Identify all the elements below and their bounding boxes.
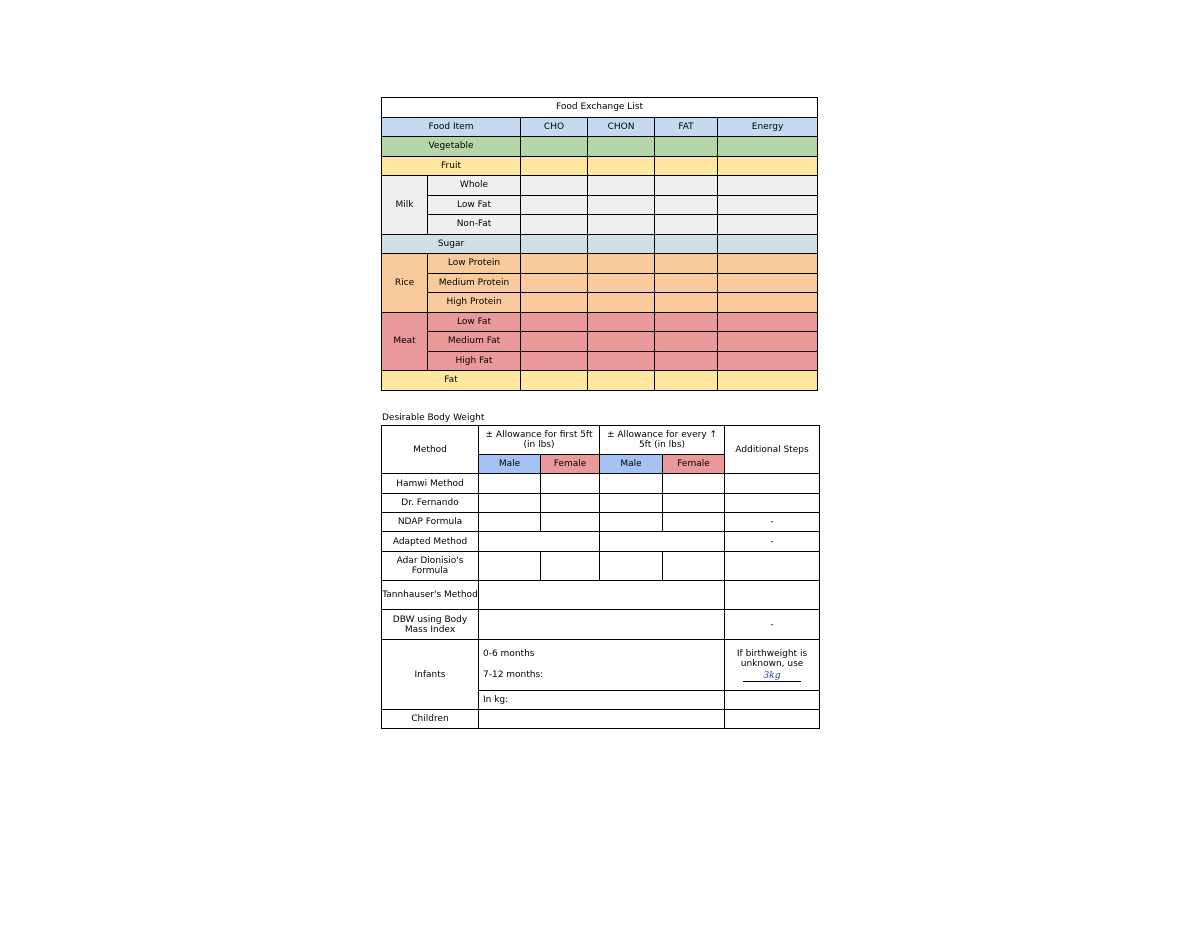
method-infants: Infants: [382, 640, 479, 710]
table-row: [382, 137, 818, 157]
group-label-meat: Meat: [382, 312, 428, 371]
cell: [600, 513, 663, 532]
header-male: Male: [600, 455, 663, 474]
cell: [521, 254, 588, 274]
cell: [725, 581, 820, 610]
table-row: [382, 371, 818, 391]
cell: [663, 513, 725, 532]
cell: [588, 137, 655, 157]
method-adapted: Adapted Method: [382, 532, 479, 552]
cell: [588, 156, 655, 176]
method-tannhauser: Tannhauser's Method: [382, 581, 479, 610]
cell: [718, 351, 818, 371]
table-row: [382, 273, 818, 293]
cell: [588, 176, 655, 196]
cell: [521, 176, 588, 196]
cell: [521, 293, 588, 313]
header-method: Method: [382, 426, 479, 474]
cell: [588, 215, 655, 235]
cell: [541, 552, 600, 581]
table-row: [382, 532, 820, 552]
group-label-rice: Rice: [382, 254, 428, 313]
row-label-medium-protein: Medium Protein: [428, 273, 521, 293]
method-children: Children: [382, 710, 479, 729]
cell: [655, 156, 718, 176]
cell: [663, 494, 725, 513]
table-row: [382, 610, 820, 640]
cell: [479, 474, 541, 494]
cell: [588, 332, 655, 352]
cell: [588, 293, 655, 313]
cell: [655, 332, 718, 352]
cell: [600, 552, 663, 581]
cell: [655, 312, 718, 332]
cell: [718, 176, 818, 196]
table-row: [382, 332, 818, 352]
row-label-low-fat-milk: Low Fat: [428, 195, 521, 215]
cell: [479, 494, 541, 513]
dash-cell: -: [725, 513, 820, 532]
birthweight-note-cell: [725, 640, 820, 691]
dbw-title: Desirable Body Weight: [382, 413, 485, 423]
cell: [521, 371, 588, 391]
cell: [588, 273, 655, 293]
cell: [655, 371, 718, 391]
header-female: Female: [663, 455, 725, 474]
table-row: [382, 640, 820, 691]
header-food-item: Food Item: [382, 117, 521, 137]
cell: [588, 351, 655, 371]
header-female: Female: [541, 455, 600, 474]
method-ndap: NDAP Formula: [382, 513, 479, 532]
cell: [588, 254, 655, 274]
cell: [725, 691, 820, 710]
cell: [521, 312, 588, 332]
cell: [655, 195, 718, 215]
header-fat: FAT: [655, 117, 718, 137]
method-adar: Adar Dionisio's Formula: [382, 552, 479, 581]
row-label-fat: Fat: [382, 371, 521, 391]
table-row: [382, 552, 820, 581]
table-header-row: [382, 117, 818, 137]
header-energy: Energy: [718, 117, 818, 137]
cell: [725, 474, 820, 494]
row-label-sugar: Sugar: [382, 234, 521, 254]
cell: [718, 234, 818, 254]
cell: [725, 552, 820, 581]
table-row: [382, 710, 820, 729]
cell: [663, 474, 725, 494]
cell: [655, 293, 718, 313]
header-additional-steps: Additional Steps: [725, 426, 820, 474]
cell: [655, 234, 718, 254]
row-label-medium-fat-meat: Medium Fat: [428, 332, 521, 352]
method-bmi: DBW using Body Mass Index: [382, 610, 479, 640]
cell: [600, 532, 725, 552]
header-male: Male: [479, 455, 541, 474]
cell: [718, 195, 818, 215]
table-title: Food Exchange List: [382, 98, 818, 118]
cell: [600, 494, 663, 513]
row-label-low-protein: Low Protein: [428, 254, 521, 274]
cell: [521, 215, 588, 235]
cell: [655, 137, 718, 157]
cell: [479, 532, 600, 552]
cell: [718, 254, 818, 274]
food-exchange-table: [381, 97, 818, 391]
table-row: [382, 156, 818, 176]
table-row: [382, 513, 820, 532]
in-kg: In kg:: [479, 691, 725, 710]
birthweight-note: If birthweight is unknown, use: [736, 648, 808, 669]
row-label-vegetable: Vegetable: [382, 137, 521, 157]
cell: [718, 312, 818, 332]
row-label-low-fat-meat: Low Fat: [428, 312, 521, 332]
handwritten-3kg: 3kg: [763, 670, 781, 681]
header-allowance-first: ± Allowance for first 5ft (in lbs): [479, 426, 600, 455]
table-row: [382, 234, 818, 254]
infant-0-6: 0-6 months: [483, 649, 535, 659]
cell: [725, 494, 820, 513]
cell: [541, 494, 600, 513]
cell: [718, 293, 818, 313]
cell: [655, 176, 718, 196]
table-row: [382, 293, 818, 313]
cell: [588, 234, 655, 254]
table-row: [382, 254, 818, 274]
infant-7-12: 7-12 months:: [483, 670, 544, 680]
cell: [479, 610, 725, 640]
cell: [521, 273, 588, 293]
row-label-high-fat-meat: High Fat: [428, 351, 521, 371]
header-cho: CHO: [521, 117, 588, 137]
cell: [655, 254, 718, 274]
table-row: [382, 474, 820, 494]
cell: [521, 234, 588, 254]
row-label-non-fat-milk: Non-Fat: [428, 215, 521, 235]
cell: [479, 710, 725, 729]
row-label-high-protein: High Protein: [428, 293, 521, 313]
cell: [718, 215, 818, 235]
cell: [588, 312, 655, 332]
table-row: [382, 176, 818, 196]
row-label-fruit: Fruit: [382, 156, 521, 176]
table-row: [382, 494, 820, 513]
cell: [600, 474, 663, 494]
group-label-milk: Milk: [382, 176, 428, 235]
table-row: [382, 312, 818, 332]
cell: [588, 195, 655, 215]
method-fernando: Dr. Fernando: [382, 494, 479, 513]
header-allowance-every: ± Allowance for every ↑ 5ft (in lbs): [600, 426, 725, 455]
table-row: [382, 581, 820, 610]
cell: [541, 513, 600, 532]
table-row: [382, 195, 818, 215]
cell: [521, 332, 588, 352]
cell: [479, 513, 541, 532]
cell: [725, 710, 820, 729]
dbw-table: [381, 425, 820, 729]
cell: [718, 332, 818, 352]
method-hamwi: Hamwi Method: [382, 474, 479, 494]
cell: [541, 474, 600, 494]
handwritten-answer: [743, 671, 801, 682]
cell: [588, 371, 655, 391]
cell: [718, 371, 818, 391]
cell: [718, 273, 818, 293]
header-chon: CHON: [588, 117, 655, 137]
cell: [655, 273, 718, 293]
cell: [655, 215, 718, 235]
cell: [479, 581, 725, 610]
cell: [521, 137, 588, 157]
cell: [521, 351, 588, 371]
cell: [479, 552, 541, 581]
cell: [521, 156, 588, 176]
cell: [521, 195, 588, 215]
cell: [718, 137, 818, 157]
table-row: [382, 351, 818, 371]
table-row: [382, 215, 818, 235]
dash-cell: -: [725, 610, 820, 640]
row-label-whole: Whole: [428, 176, 521, 196]
cell: [655, 351, 718, 371]
cell: [663, 552, 725, 581]
cell: [718, 156, 818, 176]
infant-months-cell: [479, 640, 725, 691]
dash-cell: -: [725, 532, 820, 552]
